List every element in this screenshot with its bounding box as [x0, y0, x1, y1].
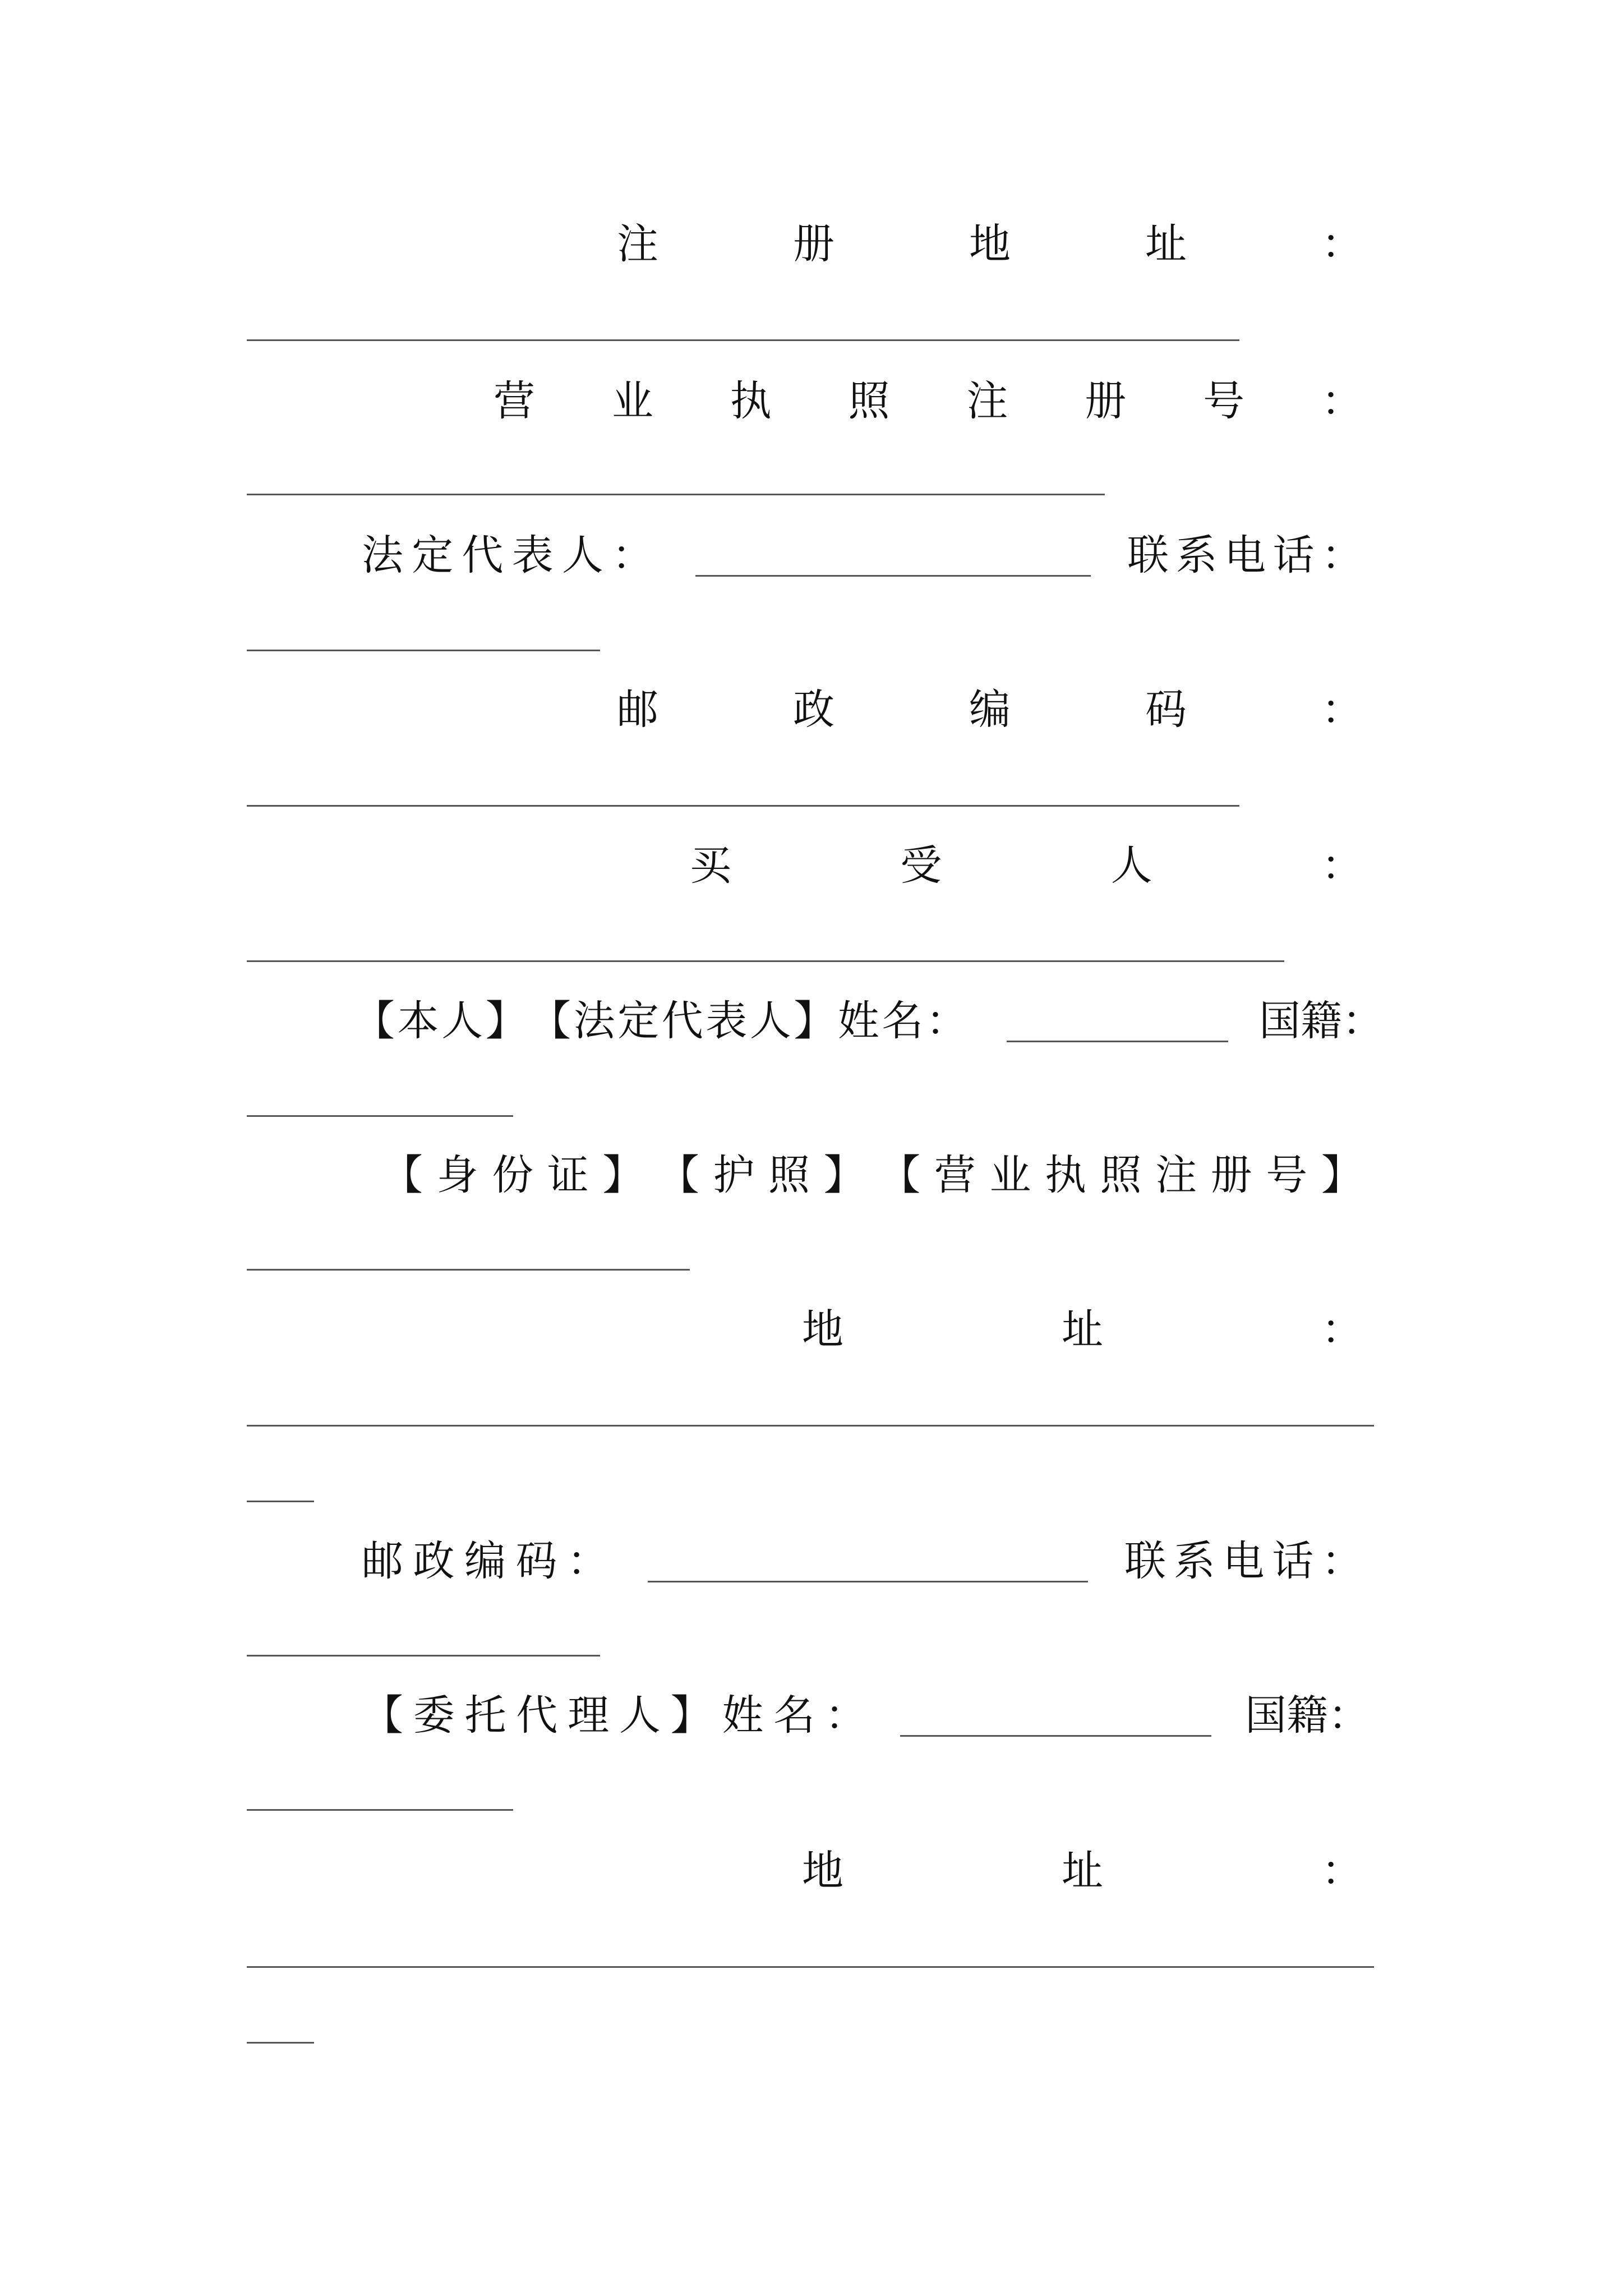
char: 执: [1044, 1151, 1086, 1199]
char: 名: [773, 1691, 815, 1740]
char: ：: [1321, 377, 1363, 425]
char: 】: [794, 997, 836, 1045]
char: 照: [768, 1151, 810, 1199]
char: 籍: [1287, 1691, 1328, 1740]
legal-rep-label: [362, 524, 653, 586]
char: 政: [413, 1537, 455, 1585]
char: 邮: [362, 1537, 403, 1585]
char: 册: [793, 220, 834, 268]
char: 】: [670, 1691, 712, 1740]
char: ：: [1321, 531, 1363, 579]
char: ：: [1328, 1691, 1370, 1740]
char: 】: [602, 1151, 644, 1199]
char: 国: [1259, 997, 1301, 1045]
char: ：: [1342, 997, 1384, 1045]
char: 】: [485, 997, 527, 1045]
char: 注: [617, 220, 658, 268]
char: 理: [568, 1691, 610, 1740]
char: 份: [492, 1151, 534, 1199]
char: 姓: [722, 1691, 764, 1740]
char: 人: [749, 997, 791, 1045]
char: ：: [611, 531, 653, 579]
char: 【: [529, 997, 571, 1045]
registered-address-blank[interactable]: [247, 339, 1239, 341]
phone-blank-2[interactable]: [247, 1655, 600, 1657]
char: 邮: [617, 685, 658, 734]
registered-address-label: [617, 213, 1363, 275]
nationality-label: [1259, 990, 1384, 1052]
buyer-label: [690, 835, 1363, 896]
address-label: [802, 1299, 1363, 1360]
id-number-blank[interactable]: [247, 1269, 690, 1271]
char: 地: [802, 1305, 843, 1354]
char: 【: [657, 1151, 699, 1199]
address-blank[interactable]: [247, 1425, 1374, 1427]
char: 系: [1173, 1537, 1215, 1585]
char: 电: [1223, 1537, 1265, 1585]
char: 注: [1155, 1151, 1197, 1199]
postal-code-label-2: [362, 1530, 608, 1592]
license-number-label: [494, 370, 1363, 432]
char: 业: [989, 1151, 1031, 1199]
char: ：: [824, 1691, 866, 1740]
char: ：: [567, 1537, 608, 1585]
postal-code-blank-2[interactable]: [648, 1581, 1088, 1582]
char: 照: [848, 377, 890, 425]
char: 址: [1062, 1847, 1103, 1895]
char: 码: [515, 1537, 557, 1585]
char: 址: [1145, 220, 1187, 268]
char: ：: [1321, 1847, 1363, 1895]
char: 护: [713, 1151, 755, 1199]
char: 号: [1266, 1151, 1308, 1199]
char: 营: [494, 377, 535, 425]
id-types-label: [381, 1144, 1363, 1206]
char: 代: [516, 1691, 558, 1740]
char: 【: [879, 1151, 921, 1199]
char: 】: [1321, 1151, 1363, 1199]
char: 买: [690, 841, 731, 890]
char: 委: [413, 1691, 455, 1740]
char: 】: [823, 1151, 865, 1199]
char: 人: [1110, 841, 1152, 890]
char: 地: [802, 1847, 843, 1895]
nationality-blank[interactable]: [247, 1115, 513, 1117]
char: 国: [1245, 1691, 1287, 1740]
agent-address-label: [802, 1840, 1363, 1902]
char: ：: [925, 997, 967, 1045]
char: 册: [1085, 377, 1127, 425]
char: 法: [362, 531, 403, 579]
char: 本: [397, 997, 439, 1045]
legal-rep-blank[interactable]: [695, 575, 1091, 577]
char: 注: [966, 377, 1008, 425]
char: 系: [1175, 531, 1218, 579]
char: 姓: [837, 997, 879, 1045]
char: ：: [1321, 1305, 1363, 1354]
char: 电: [1224, 531, 1266, 579]
person-name-label: [353, 990, 967, 1052]
agent-nationality-blank[interactable]: [247, 1809, 513, 1811]
char: 地: [969, 220, 1011, 268]
char: 代: [462, 531, 504, 579]
char: 联: [1124, 1537, 1166, 1585]
char: ：: [1321, 841, 1363, 890]
license-number-blank[interactable]: [247, 494, 1105, 495]
char: 址: [1062, 1305, 1103, 1354]
char: ：: [1321, 1537, 1363, 1585]
postal-code-blank[interactable]: [247, 805, 1239, 807]
agent-name-label: [362, 1685, 866, 1746]
char: 政: [793, 685, 834, 734]
char: ：: [1321, 220, 1363, 268]
char: 编: [969, 685, 1011, 734]
agent-address-blank-continued[interactable]: [247, 2042, 314, 2044]
char: 籍: [1301, 997, 1342, 1045]
char: ：: [1321, 685, 1363, 734]
char: 人: [561, 531, 603, 579]
char: 定: [617, 997, 660, 1045]
char: 营: [934, 1151, 976, 1199]
char: 联: [1127, 531, 1169, 579]
char: 人: [619, 1691, 661, 1740]
char: 法: [573, 997, 615, 1045]
phone-label-2: [1124, 1530, 1363, 1592]
char: 执: [730, 377, 772, 425]
char: 证: [547, 1151, 589, 1199]
char: 受: [900, 841, 942, 890]
char: 照: [1100, 1151, 1142, 1199]
char: 代: [661, 997, 703, 1045]
address-blank-continued[interactable]: [247, 1501, 314, 1502]
char: 码: [1145, 685, 1187, 734]
char: 编: [464, 1537, 506, 1585]
agent-address-blank[interactable]: [247, 1966, 1374, 1968]
char: 【: [353, 997, 395, 1045]
postal-code-label: [617, 679, 1363, 740]
char: 册: [1210, 1151, 1252, 1199]
char: 话: [1272, 531, 1315, 579]
person-name-blank[interactable]: [1007, 1041, 1228, 1042]
buyer-blank[interactable]: [247, 960, 1284, 962]
char: 表: [511, 531, 554, 579]
char: 【: [362, 1691, 403, 1740]
char: 表: [706, 997, 748, 1045]
agent-nationality-label: [1245, 1685, 1370, 1746]
phone-blank[interactable]: [247, 650, 600, 651]
char: 号: [1203, 377, 1245, 425]
phone-label: [1127, 524, 1363, 586]
char: 托: [464, 1691, 506, 1740]
char: 身: [436, 1151, 478, 1199]
char: 人: [441, 997, 483, 1045]
agent-name-blank[interactable]: [900, 1735, 1211, 1737]
char: 话: [1272, 1537, 1314, 1585]
char: 业: [611, 377, 653, 425]
char: 名: [882, 997, 924, 1045]
char: 定: [412, 531, 454, 579]
char: 【: [381, 1151, 423, 1199]
